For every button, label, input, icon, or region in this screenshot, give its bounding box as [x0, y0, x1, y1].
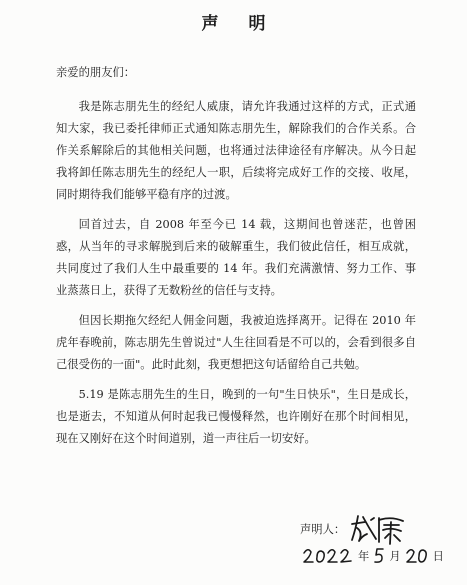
paragraph-3: 但因长期拖欠经纪人佣金问题，我被迫选择离开。记得在 2010 年虎年春晚前，陈志朋先生曾说过"人生往回看是不可以的，会看到很多自己很受伤的一面"。此时此刻，我更想把这句话留给自己共勉。 [56, 314, 416, 371]
signature-block [300, 512, 409, 546]
date-month-char: 月 [389, 550, 401, 563]
handwritten-day [405, 546, 429, 566]
paragraph-2: 回首过去，自 2008 年至今已 14 载，这期间也曾迷茫，也曾困惑，从当年的寻求解脱到后来的破解重生，我们彼此信任，相互成就，共同度过了我们人生中最重要的 14 年。我们充满激情、努力工作、事业蒸蒸日上，获得了无数粉丝的信任与支持。 [56, 218, 416, 297]
handwritten-month [373, 546, 385, 566]
handwritten-signature [349, 512, 409, 546]
signature-label: 声明人： [300, 523, 346, 536]
greeting-line: 亲爱的朋友们： [56, 66, 136, 79]
date-year-char: 年 [358, 550, 370, 563]
paragraph-1: 我是陈志朋先生的经纪人威康，请允许我通过这样的方式，正式通知大家，我已委托律师正式通知陈志朋先生，解除我们的合作关系。合作关系解除后的其他相关问题，也将通过法律途径有序解决。从今日起我将卸任陈志朋先生的经纪人一职，后续将完成好工作的交接、收尾，同时期待我们能够平稳有序的过渡。 [56, 100, 416, 201]
date-day-char: 日 [432, 550, 444, 563]
paragraph-4: 5.19 是陈志朋先生的生日，晚到的一句"生日快乐"，生日是成长，也是逝去，不知道从何时起我已慢慢释然，也许刚好在那个时间相见，现在又刚好在这个时间道别，道一声往后一切安好。 [56, 388, 416, 445]
statement-body [56, 62, 416, 458]
handwritten-year [302, 546, 354, 566]
document-title: 声 明 [201, 14, 278, 34]
signature-date [302, 546, 448, 566]
